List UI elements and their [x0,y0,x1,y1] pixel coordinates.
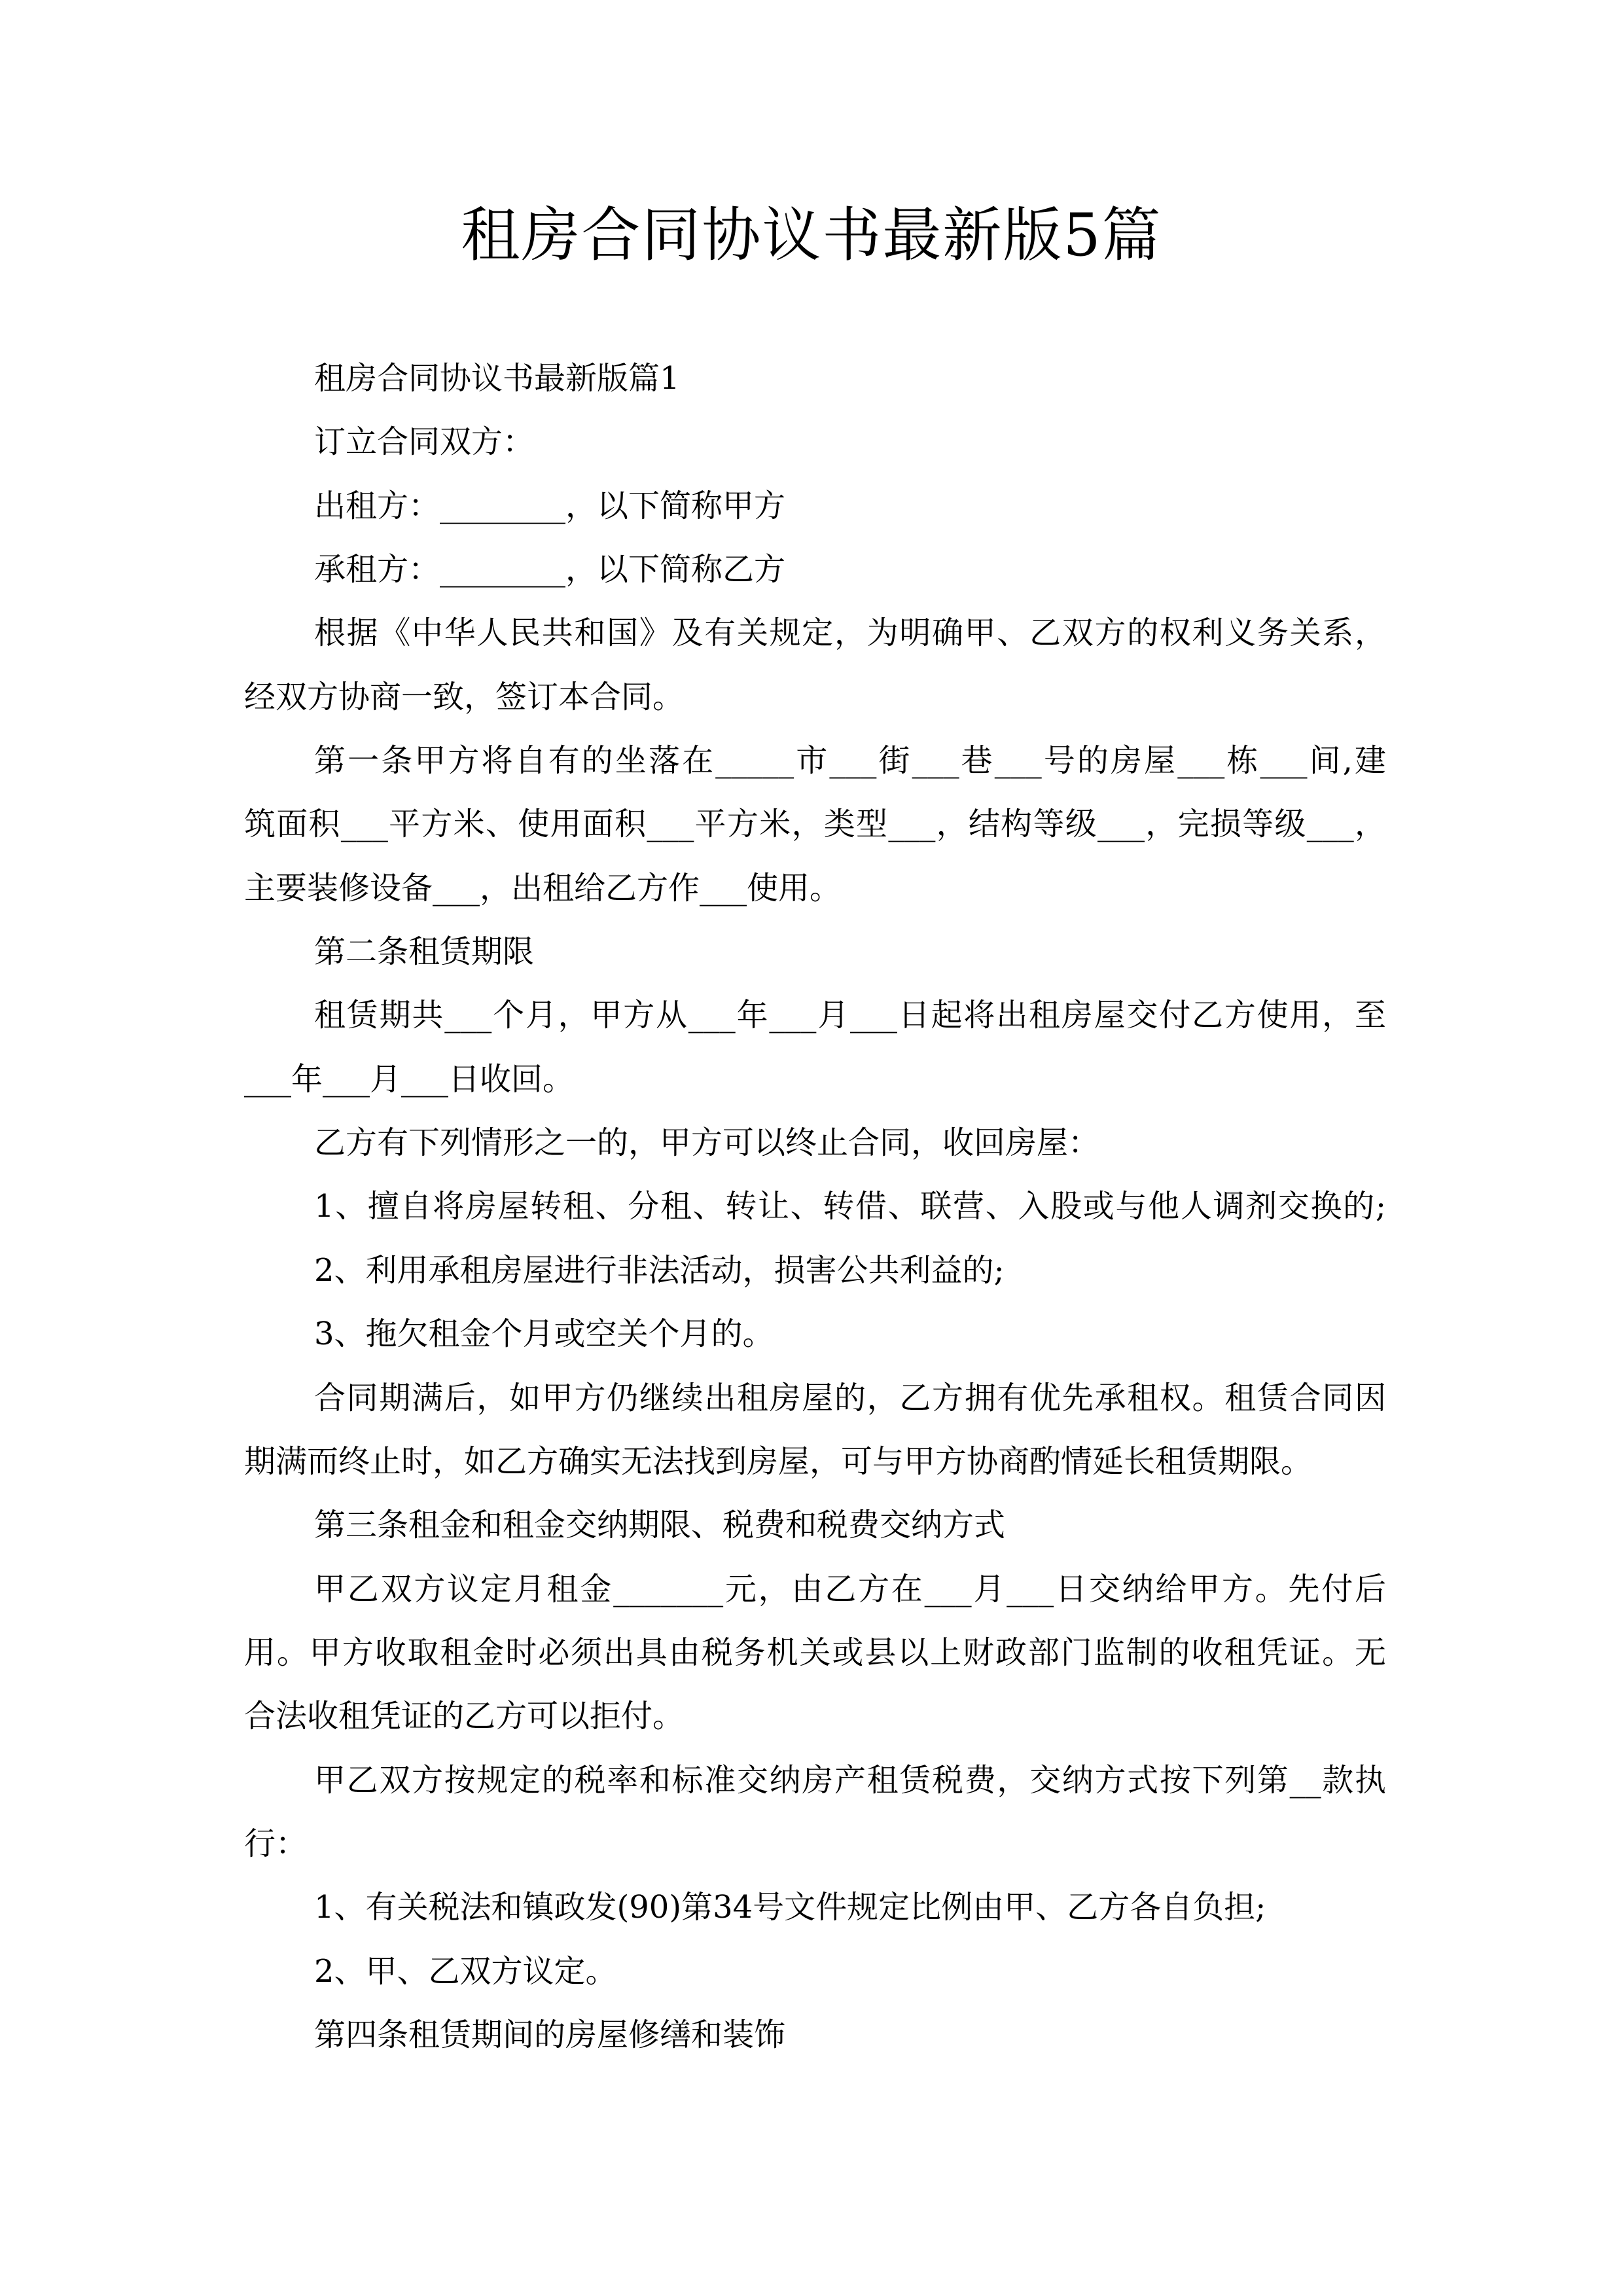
rent-paragraph-line: 合法收租凭证的乙方可以拒付。 [244,1698,685,1735]
tax-option-item: 1、有关税法和镇政发(90)第34号文件规定比例由甲、乙方各自负担; [314,1889,1266,1926]
preamble-paragraph-line: 经双方协商一致，签订本合同。 [244,678,685,715]
article-1-paragraph-line: 主要装修设备___，出租给乙方作___使用。 [244,869,842,906]
section-heading-part-1: 租房合同协议书最新版篇1 [314,360,680,397]
tax-paragraph-line: 甲乙双方按规定的税率和标准交纳房产租赁税费，交纳方式按下列第__款执 [314,1761,1386,1799]
renewal-paragraph-line: 合同期满后，如甲方仍继续出租房屋的，乙方拥有优先承租权。租赁合同因 [314,1379,1386,1416]
termination-condition-item: 2、利用承租房屋进行非法活动，损害公共利益的; [314,1251,1005,1289]
rent-paragraph-line: 甲乙双方议定月租金_______元，由乙方在___月___日交纳给甲方。先付后 [314,1570,1386,1607]
renewal-paragraph-line: 期满而终止时，如乙方确实无法找到房屋，可与甲方协商酌情延长租赁期限。 [244,1443,1313,1480]
tax-option-item: 2、甲、乙双方议定。 [314,1952,617,1990]
article-2-heading: 第二条租赁期限 [314,933,535,971]
article-1-paragraph-line: 筑面积___平方米、使用面积___平方米，类型___，结构等级___，完损等级___， [244,806,1386,843]
preamble-paragraph-line: 根据《中华人民共和国》及有关规定，为明确甲、乙双方的权利义务关系， [314,615,1386,652]
article-1-paragraph-line: 第一条甲方将自有的坐落在_____市___街___巷___号的房屋___栋___间,建 [314,742,1386,780]
article-4-heading: 第四条租赁期间的房屋修缮和装饰 [314,2016,786,2053]
rent-paragraph-line: 用。甲方收取租金时必须出具由税务机关或县以上财政部门监制的收租凭证。无 [244,1634,1386,1671]
document-body [244,347,1386,2067]
tax-paragraph-line: 行： [244,1825,308,1862]
article-3-heading: 第三条租金和租金交纳期限、税费和税费交纳方式 [314,1507,1006,1544]
lease-term-paragraph-line: ___年___月___日收回。 [244,1060,575,1098]
termination-condition-item: 3、拖欠租金个月或空关个月的。 [314,1316,774,1353]
lessee-line: 承租方：________，以下简称乙方 [314,551,786,588]
termination-condition-item: 1、擅自将房屋转租、分租、转让、转借、联营、入股或与他人调剂交换的; [314,1188,1386,1225]
termination-conditions-intro: 乙方有下列情形之一的，甲方可以终止合同，收回房屋： [314,1124,1100,1162]
lessor-line: 出租方：________，以下简称甲方 [314,487,786,524]
contract-parties-label: 订立合同双方： [314,423,535,461]
lease-term-paragraph-line: 租赁期共___个月，甲方从___年___月___日起将出租房屋交付乙方使用，至 [314,997,1386,1034]
document-title: 租房合同协议书最新版5篇 [461,201,1162,270]
